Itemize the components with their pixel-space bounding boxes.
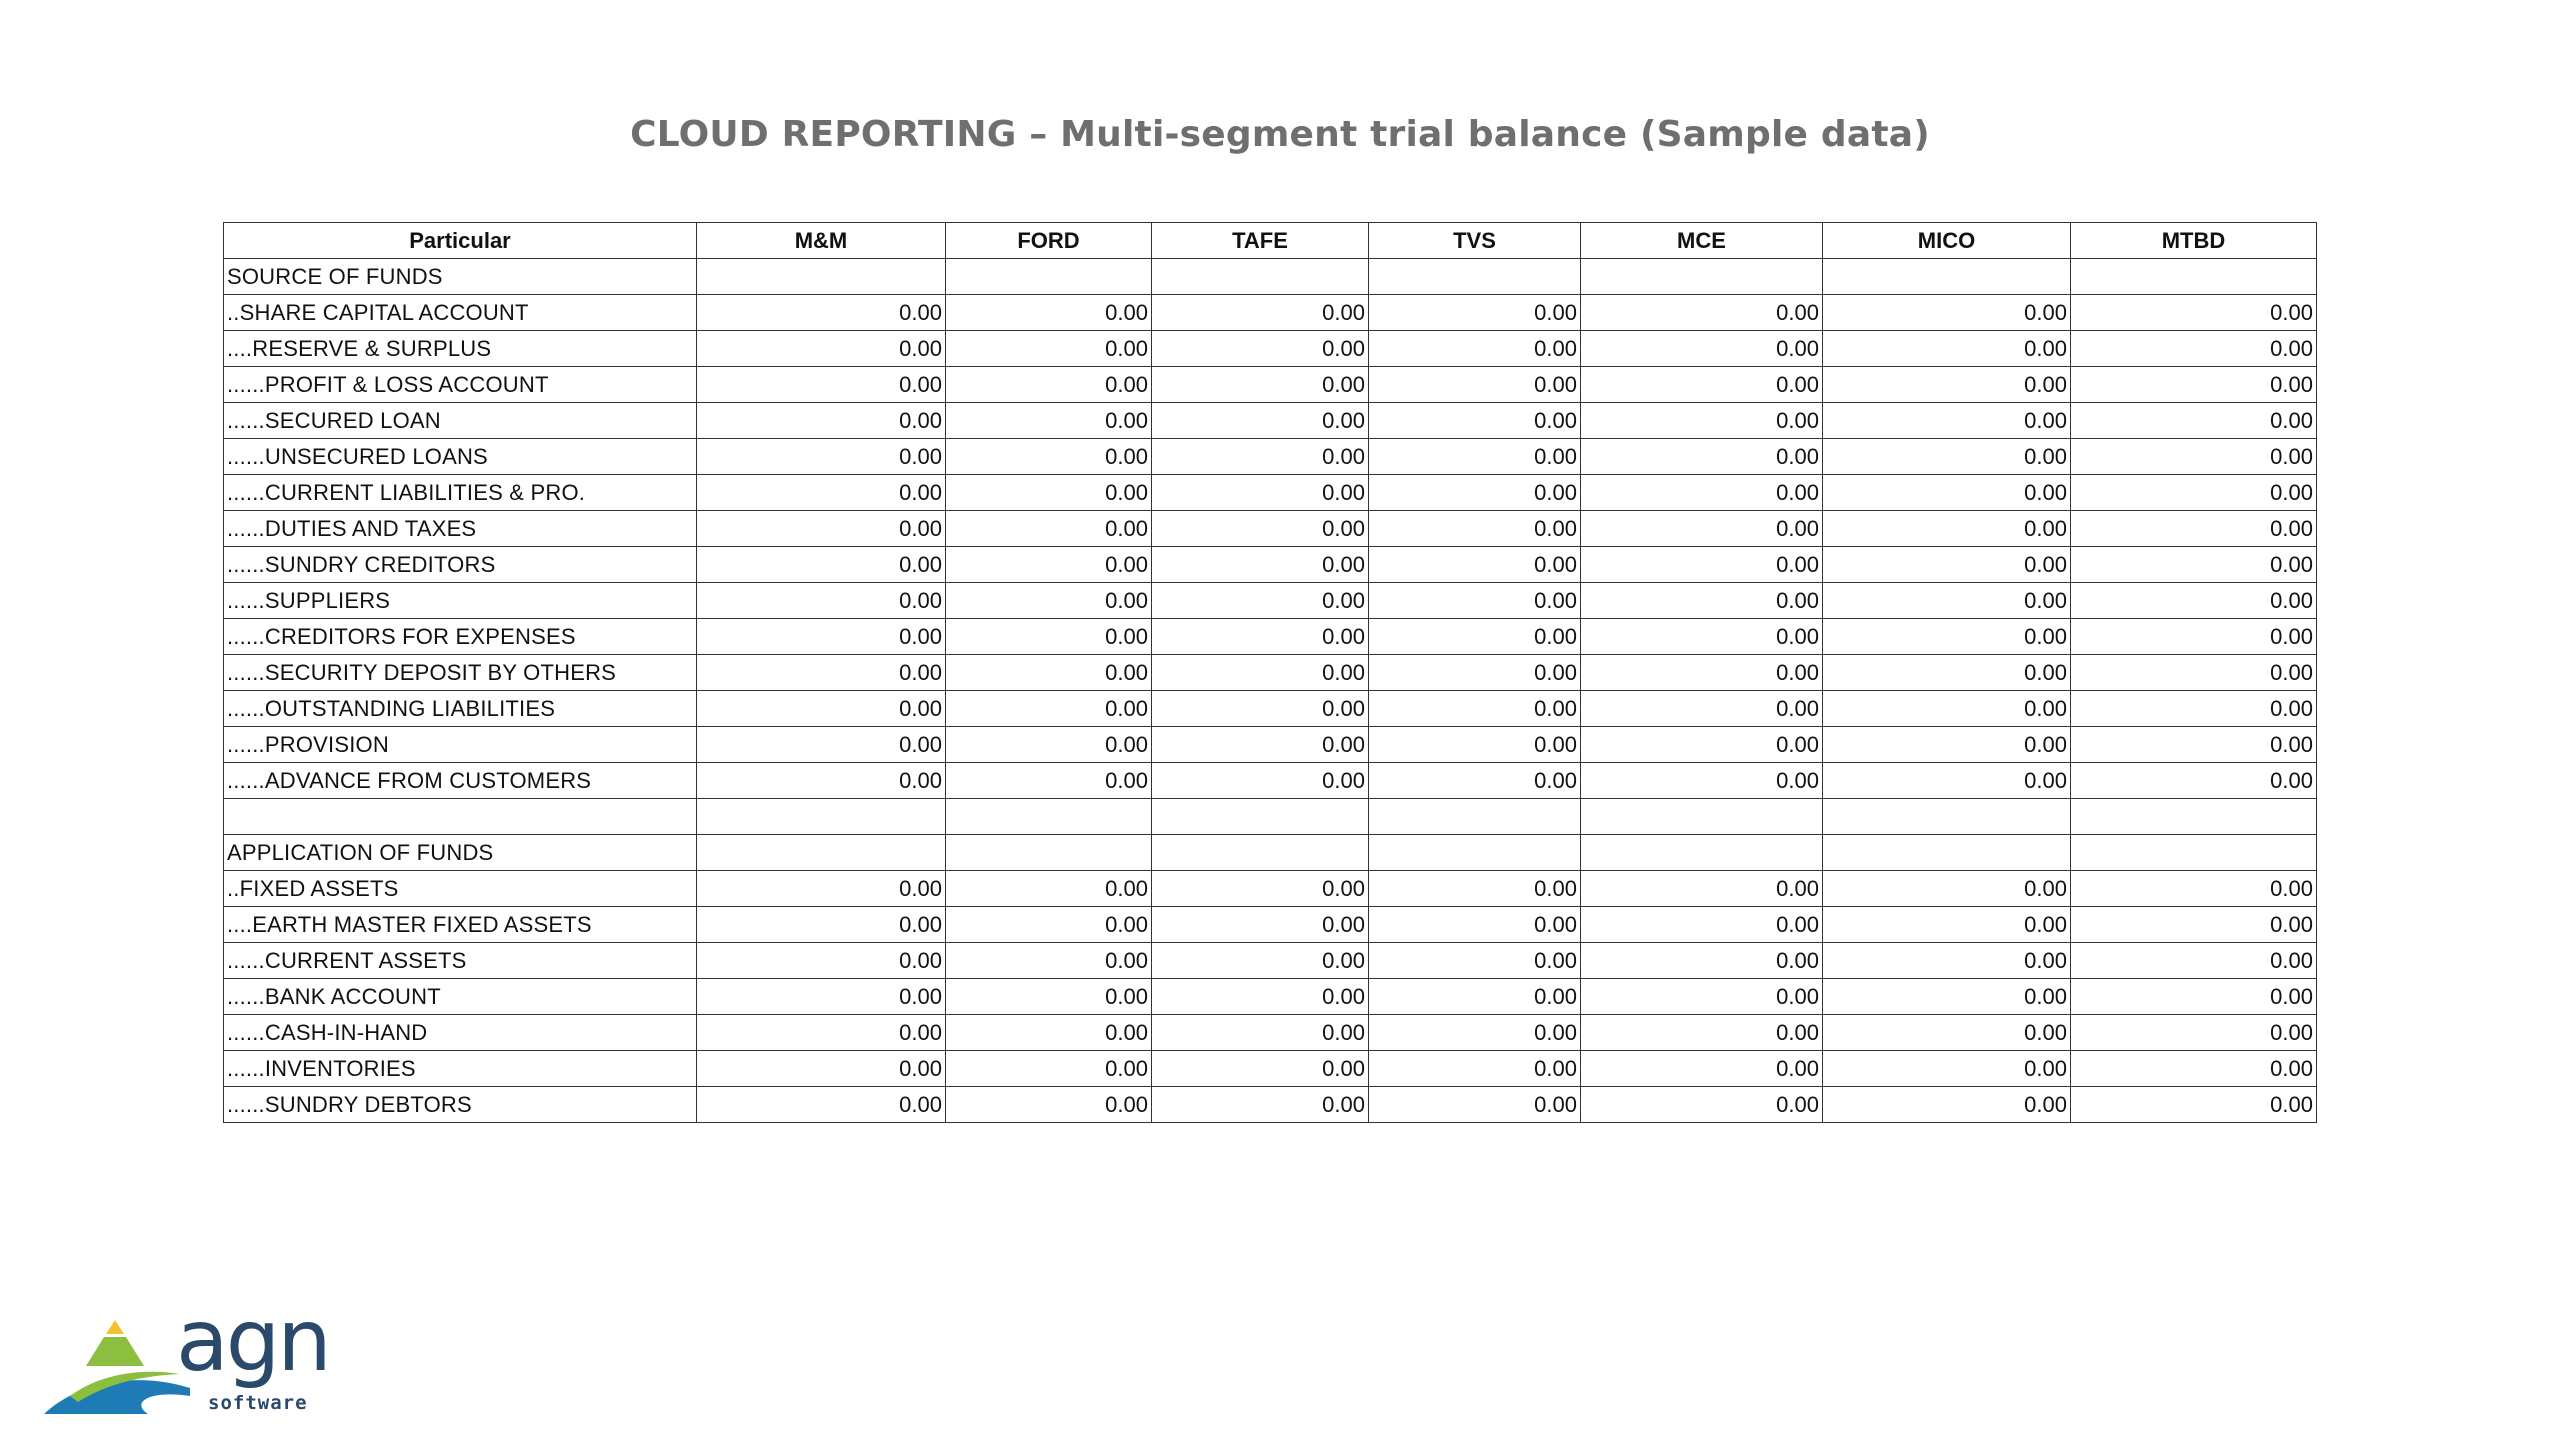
logo-mountain-icon	[40, 1310, 190, 1420]
cell-value: 0.00	[946, 943, 1152, 979]
cell-value: 0.00	[1823, 403, 2071, 439]
column-header: TAFE	[1152, 223, 1369, 259]
cell-value: 0.00	[1823, 367, 2071, 403]
cell-value: 0.00	[1152, 403, 1369, 439]
cell-value: 0.00	[697, 475, 946, 511]
cell-value: 0.00	[2071, 871, 2317, 907]
cell-value: 0.00	[1152, 691, 1369, 727]
cell-value: 0.00	[2071, 907, 2317, 943]
cell-value: 0.00	[1823, 943, 2071, 979]
cell-value: 0.00	[1369, 403, 1581, 439]
row-label: ......UNSECURED LOANS	[224, 439, 697, 475]
cell-value: 0.00	[1369, 331, 1581, 367]
cell-value: 0.00	[1581, 1015, 1823, 1051]
cell-value: 0.00	[1152, 1051, 1369, 1087]
logo-peak-green	[86, 1337, 144, 1366]
cell-value	[2071, 835, 2317, 871]
cell-value: 0.00	[1581, 1051, 1823, 1087]
cell-value: 0.00	[1152, 655, 1369, 691]
cell-value: 0.00	[2071, 763, 2317, 799]
cell-value	[697, 835, 946, 871]
table-row	[224, 331, 2317, 367]
cell-value: 0.00	[697, 907, 946, 943]
row-label: ......BANK ACCOUNT	[224, 979, 697, 1015]
cell-value	[697, 259, 946, 295]
cell-value: 0.00	[1369, 295, 1581, 331]
cell-value: 0.00	[946, 583, 1152, 619]
cell-value: 0.00	[1581, 403, 1823, 439]
row-label: SOURCE OF FUNDS	[224, 259, 697, 295]
cell-value: 0.00	[1581, 331, 1823, 367]
trial-balance-table	[223, 222, 2317, 1123]
cell-value: 0.00	[2071, 583, 2317, 619]
column-header: MCE	[1581, 223, 1823, 259]
logo-base-blue	[44, 1380, 190, 1414]
row-label: ..FIXED ASSETS	[224, 871, 697, 907]
table-row	[224, 979, 2317, 1015]
cell-value: 0.00	[2071, 547, 2317, 583]
cell-value: 0.00	[946, 1015, 1152, 1051]
table-row	[224, 1087, 2317, 1123]
cell-value: 0.00	[946, 619, 1152, 655]
row-label: ......INVENTORIES	[224, 1051, 697, 1087]
cell-value: 0.00	[2071, 475, 2317, 511]
cell-value: 0.00	[1369, 1051, 1581, 1087]
cell-value: 0.00	[1823, 475, 2071, 511]
logo-peak-yellow	[106, 1320, 124, 1334]
cell-value: 0.00	[697, 691, 946, 727]
cell-value: 0.00	[1369, 367, 1581, 403]
table-row	[224, 871, 2317, 907]
cell-value: 0.00	[1823, 1015, 2071, 1051]
cell-value: 0.00	[1823, 295, 2071, 331]
cell-value: 0.00	[946, 403, 1152, 439]
cell-value: 0.00	[946, 727, 1152, 763]
cell-value: 0.00	[1369, 583, 1581, 619]
cell-value: 0.00	[1581, 763, 1823, 799]
cell-value: 0.00	[1152, 619, 1369, 655]
cell-value: 0.00	[1152, 331, 1369, 367]
table-row	[224, 583, 2317, 619]
cell-value	[1152, 799, 1369, 835]
cell-value	[946, 835, 1152, 871]
cell-value: 0.00	[697, 727, 946, 763]
cell-value: 0.00	[946, 295, 1152, 331]
cell-value: 0.00	[1823, 331, 2071, 367]
row-label: ......SUNDRY DEBTORS	[224, 1087, 697, 1123]
cell-value: 0.00	[946, 655, 1152, 691]
cell-value: 0.00	[1369, 511, 1581, 547]
cell-value: 0.00	[1823, 619, 2071, 655]
row-label: ....EARTH MASTER FIXED ASSETS	[224, 907, 697, 943]
cell-value: 0.00	[2071, 1051, 2317, 1087]
cell-value: 0.00	[2071, 1015, 2317, 1051]
cell-value: 0.00	[1581, 511, 1823, 547]
cell-value: 0.00	[1581, 943, 1823, 979]
row-label: ......DUTIES AND TAXES	[224, 511, 697, 547]
cell-value: 0.00	[1369, 1087, 1581, 1123]
row-label: ......CASH-IN-HAND	[224, 1015, 697, 1051]
row-label: ......SECURED LOAN	[224, 403, 697, 439]
cell-value: 0.00	[2071, 619, 2317, 655]
cell-value: 0.00	[1369, 691, 1581, 727]
cell-value: 0.00	[1581, 979, 1823, 1015]
row-label: ......SUNDRY CREDITORS	[224, 547, 697, 583]
cell-value: 0.00	[1823, 1051, 2071, 1087]
cell-value: 0.00	[1823, 547, 2071, 583]
cell-value: 0.00	[1823, 655, 2071, 691]
column-header: MICO	[1823, 223, 2071, 259]
table-row	[224, 295, 2317, 331]
cell-value: 0.00	[1581, 583, 1823, 619]
agn-software-logo	[40, 1291, 360, 1420]
cell-value: 0.00	[697, 439, 946, 475]
cell-value: 0.00	[1152, 727, 1369, 763]
cell-value: 0.00	[946, 871, 1152, 907]
cell-value: 0.00	[697, 1051, 946, 1087]
cell-value: 0.00	[1823, 1087, 2071, 1123]
cell-value: 0.00	[2071, 295, 2317, 331]
cell-value: 0.00	[1152, 511, 1369, 547]
cell-value: 0.00	[2071, 691, 2317, 727]
table-row	[224, 1051, 2317, 1087]
column-header: FORD	[946, 223, 1152, 259]
table-row	[224, 943, 2317, 979]
table-row	[224, 799, 2317, 835]
cell-value: 0.00	[1152, 439, 1369, 475]
column-header: TVS	[1369, 223, 1581, 259]
cell-value: 0.00	[1369, 907, 1581, 943]
cell-value: 0.00	[2071, 331, 2317, 367]
cell-value	[1581, 259, 1823, 295]
cell-value: 0.00	[2071, 943, 2317, 979]
cell-value: 0.00	[697, 583, 946, 619]
cell-value	[1152, 835, 1369, 871]
cell-value	[1369, 799, 1581, 835]
cell-value: 0.00	[946, 1051, 1152, 1087]
cell-value	[2071, 259, 2317, 295]
cell-value: 0.00	[697, 1015, 946, 1051]
table-row	[224, 475, 2317, 511]
table-row	[224, 727, 2317, 763]
cell-value: 0.00	[1369, 655, 1581, 691]
cell-value	[1823, 259, 2071, 295]
cell-value	[1581, 835, 1823, 871]
table-row	[224, 259, 2317, 295]
row-label: ......PROFIT & LOSS ACCOUNT	[224, 367, 697, 403]
cell-value: 0.00	[1152, 1087, 1369, 1123]
cell-value: 0.00	[1823, 907, 2071, 943]
cell-value: 0.00	[1369, 727, 1581, 763]
row-label: APPLICATION OF FUNDS	[224, 835, 697, 871]
cell-value	[1823, 835, 2071, 871]
cell-value: 0.00	[697, 943, 946, 979]
cell-value: 0.00	[1369, 1015, 1581, 1051]
cell-value: 0.00	[946, 691, 1152, 727]
cell-value: 0.00	[946, 763, 1152, 799]
cell-value: 0.00	[1369, 439, 1581, 475]
logo-wordmark: agn	[176, 1291, 329, 1391]
cell-value: 0.00	[697, 619, 946, 655]
cell-value: 0.00	[946, 439, 1152, 475]
table-row	[224, 547, 2317, 583]
cell-value: 0.00	[1152, 475, 1369, 511]
cell-value: 0.00	[697, 331, 946, 367]
row-label: ......SUPPLIERS	[224, 583, 697, 619]
cell-value: 0.00	[697, 979, 946, 1015]
cell-value	[1369, 835, 1581, 871]
cell-value: 0.00	[1152, 295, 1369, 331]
row-label: ......CURRENT ASSETS	[224, 943, 697, 979]
cell-value: 0.00	[697, 547, 946, 583]
row-label: ....RESERVE & SURPLUS	[224, 331, 697, 367]
cell-value: 0.00	[1369, 979, 1581, 1015]
cell-value: 0.00	[1581, 907, 1823, 943]
cell-value: 0.00	[1823, 511, 2071, 547]
cell-value: 0.00	[946, 511, 1152, 547]
cell-value: 0.00	[1823, 727, 2071, 763]
row-label: ..SHARE CAPITAL ACCOUNT	[224, 295, 697, 331]
cell-value: 0.00	[2071, 727, 2317, 763]
cell-value	[946, 259, 1152, 295]
cell-value	[1823, 799, 2071, 835]
cell-value	[1581, 799, 1823, 835]
cell-value: 0.00	[697, 763, 946, 799]
cell-value: 0.00	[946, 907, 1152, 943]
cell-value: 0.00	[1581, 727, 1823, 763]
cell-value: 0.00	[946, 1087, 1152, 1123]
table-row	[224, 403, 2317, 439]
cell-value: 0.00	[1152, 763, 1369, 799]
table-row	[224, 619, 2317, 655]
cell-value: 0.00	[946, 547, 1152, 583]
cell-value: 0.00	[697, 871, 946, 907]
cell-value: 0.00	[946, 367, 1152, 403]
row-label: ......ADVANCE FROM CUSTOMERS	[224, 763, 697, 799]
trial-balance-table-container	[223, 222, 2316, 1123]
cell-value: 0.00	[1369, 871, 1581, 907]
cell-value: 0.00	[2071, 511, 2317, 547]
table-row	[224, 835, 2317, 871]
cell-value: 0.00	[1369, 475, 1581, 511]
row-label: ......OUTSTANDING LIABILITIES	[224, 691, 697, 727]
cell-value: 0.00	[946, 979, 1152, 1015]
cell-value: 0.00	[1823, 871, 2071, 907]
cell-value: 0.00	[1369, 763, 1581, 799]
cell-value: 0.00	[697, 1087, 946, 1123]
cell-value: 0.00	[697, 367, 946, 403]
cell-value	[697, 799, 946, 835]
table-row	[224, 439, 2317, 475]
column-header: Particular	[224, 223, 697, 259]
cell-value: 0.00	[1152, 1015, 1369, 1051]
cell-value: 0.00	[2071, 655, 2317, 691]
cell-value: 0.00	[697, 511, 946, 547]
cell-value: 0.00	[1152, 367, 1369, 403]
cell-value: 0.00	[1369, 943, 1581, 979]
column-header: M&M	[697, 223, 946, 259]
cell-value: 0.00	[1152, 547, 1369, 583]
cell-value: 0.00	[1152, 979, 1369, 1015]
table-row	[224, 655, 2317, 691]
cell-value: 0.00	[2071, 1087, 2317, 1123]
cell-value: 0.00	[1823, 583, 2071, 619]
cell-value: 0.00	[1581, 475, 1823, 511]
cell-value: 0.00	[697, 655, 946, 691]
row-label: ......CREDITORS FOR EXPENSES	[224, 619, 697, 655]
cell-value: 0.00	[1369, 619, 1581, 655]
cell-value: 0.00	[1152, 907, 1369, 943]
cell-value: 0.00	[2071, 439, 2317, 475]
cell-value: 0.00	[1823, 763, 2071, 799]
cell-value: 0.00	[1823, 691, 2071, 727]
table-body	[224, 259, 2317, 1123]
cell-value: 0.00	[1823, 439, 2071, 475]
cell-value: 0.00	[946, 475, 1152, 511]
row-label	[224, 799, 697, 835]
cell-value: 0.00	[1581, 619, 1823, 655]
cell-value: 0.00	[946, 331, 1152, 367]
cell-value: 0.00	[1581, 547, 1823, 583]
cell-value: 0.00	[697, 403, 946, 439]
cell-value: 0.00	[1581, 871, 1823, 907]
cell-value	[1369, 259, 1581, 295]
logo-subtitle: software	[208, 1392, 308, 1414]
cell-value: 0.00	[1152, 943, 1369, 979]
cell-value	[946, 799, 1152, 835]
cell-value: 0.00	[1152, 871, 1369, 907]
cell-value: 0.00	[1369, 547, 1581, 583]
table-row	[224, 691, 2317, 727]
column-header: MTBD	[2071, 223, 2317, 259]
page-title: CLOUD REPORTING – Multi-segment trial balance (Sample data)	[630, 114, 1930, 155]
cell-value: 0.00	[1152, 583, 1369, 619]
cell-value: 0.00	[2071, 367, 2317, 403]
cell-value: 0.00	[1581, 439, 1823, 475]
table-row	[224, 511, 2317, 547]
row-label: ......PROVISION	[224, 727, 697, 763]
cell-value: 0.00	[2071, 979, 2317, 1015]
cell-value: 0.00	[1581, 655, 1823, 691]
cell-value: 0.00	[1823, 979, 2071, 1015]
table-header-row	[224, 223, 2317, 259]
table-row	[224, 1015, 2317, 1051]
cell-value: 0.00	[697, 295, 946, 331]
table-row	[224, 367, 2317, 403]
cell-value: 0.00	[1581, 691, 1823, 727]
cell-value: 0.00	[1581, 295, 1823, 331]
row-label: ......CURRENT LIABILITIES & PRO.	[224, 475, 697, 511]
cell-value	[2071, 799, 2317, 835]
table-row	[224, 763, 2317, 799]
row-label: ......SECURITY DEPOSIT BY OTHERS	[224, 655, 697, 691]
cell-value: 0.00	[1581, 367, 1823, 403]
cell-value	[1152, 259, 1369, 295]
cell-value: 0.00	[2071, 403, 2317, 439]
cell-value: 0.00	[1581, 1087, 1823, 1123]
table-row	[224, 907, 2317, 943]
